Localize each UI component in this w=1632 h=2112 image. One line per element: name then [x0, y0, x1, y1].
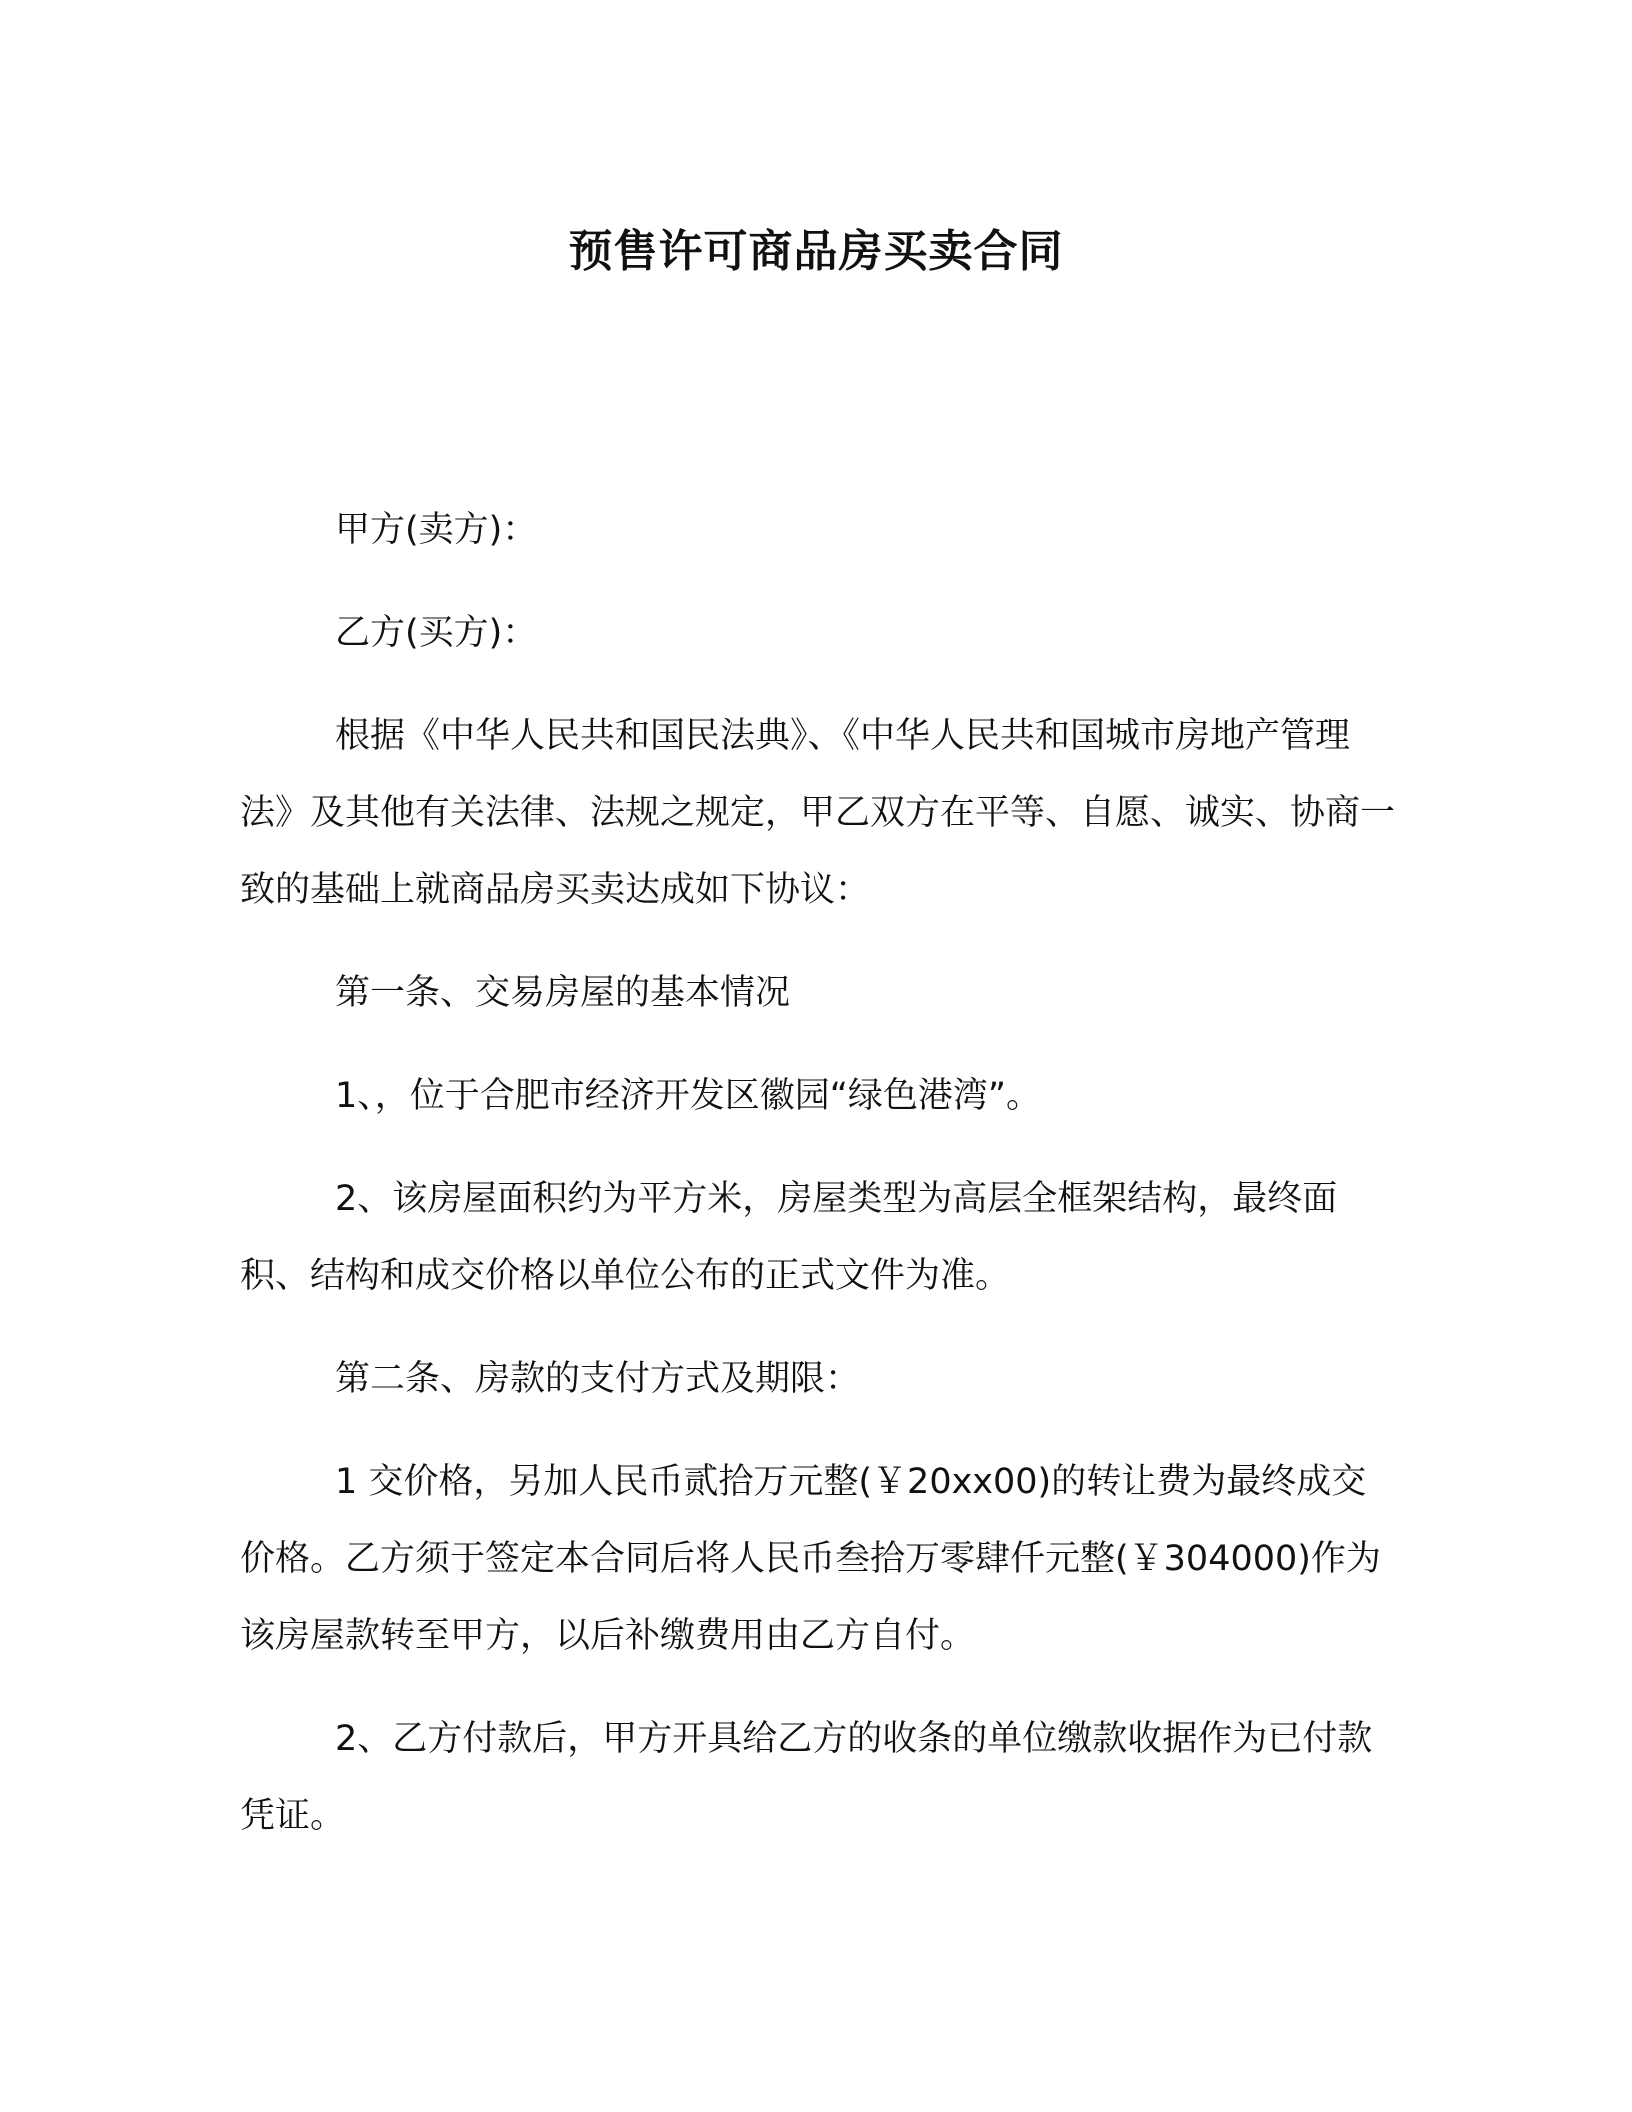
document-title: 预售许可商品房买卖合同 [568, 226, 1064, 277]
preamble-paragraph: 根据《中华人民共和国民法典》、《中华人民共和国城市房地产管理法》及其他有关法律、法规之规定，甲乙双方在平等、自愿、诚实、协商一致的基础上就商品房买卖达成如下协议： [240, 716, 1396, 910]
article-2-heading: 第二条、房款的支付方式及期限： [335, 1359, 861, 1399]
article-1-item-1: 1、，位于合肥市经济开发区徽园“绿色港湾”。 [335, 1076, 1042, 1116]
article-2-item-2: 2、乙方付款后，甲方开具给乙方的收条的单位缴款收据作为已付款凭证。 [240, 1719, 1373, 1836]
document-body [240, 492, 1400, 1855]
article-1-heading: 第一条、交易房屋的基本情况 [335, 973, 791, 1013]
party-b-line: 乙方(买方)： [335, 613, 538, 653]
article-1-item-2: 2、该房屋面积约为平方米，房屋类型为高层全框架结构，最终面积、结构和成交价格以单位公布的正式文件为准。 [240, 1179, 1338, 1296]
article-2-item-1: 1 交价格，另加人民币贰拾万元整(￥20xx00)的转让费为最终成交价格。乙方须于签定本合同后将人民币叁拾万零肆仟元整(￥304000)作为该房屋款转至甲方，以后补缴费用由乙方自付。 [240, 1462, 1381, 1656]
party-a-line: 甲方(卖方)： [335, 510, 538, 550]
